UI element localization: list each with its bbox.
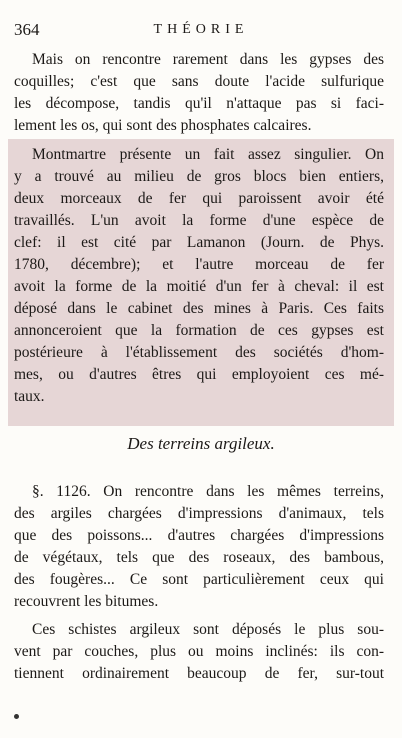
text-line: 1780, décembre); et l'autre morceau de fer [14,256,384,273]
text-line: Mais on rencontre rarement dans les gypses des [32,51,384,68]
text-line: déposé dans le cabinet des mines à Paris. Ces faits [14,300,384,317]
text-line: y a trouvé au milieu de gros blocs bien entiers, [14,168,384,185]
text-line: travaillés. L'un avoit la forme d'une espèce de [14,212,384,229]
text-line: lement les os, qui sont des phosphates calcaires. [14,117,312,134]
page-number: 364 [14,20,40,39]
text-line: des argiles chargées d'impressions d'animaux, tels [14,505,384,522]
text-line: que des poissons... d'autres chargées d'impressions [14,527,384,544]
section-title: Des terreins argileux. [127,434,275,453]
text-line: postérieure à l'établissement des sociétés d'hom- [14,344,384,361]
text-line: §. 1126. On rencontre dans les mêmes terreins, [32,483,384,500]
text-line: les décompose, tandis qu'il n'attaque pas si faci- [14,95,384,112]
text-line: Montmartre présente un fait assez singulier. On [32,146,384,163]
text-line: mes, ou d'autres êtres qui employoient ces mé- [14,366,384,383]
text-line: Ces schistes argileux sont déposés le plus sou- [32,621,384,638]
text-line: coquilles; c'est que sans doute l'acide sulfurique [14,73,384,90]
text-line: deux morceaux de fer qui paroissent avoir été [14,190,384,207]
text-line: des fougères... Ce sont particulièrement ceux qui [14,571,384,588]
text-line: avoit la forme de la moitié d'un fer à cheval: il est [14,278,384,295]
ink-spot [14,714,19,719]
running-title: THÉORIE [153,22,249,37]
text-line: annonceroient que la formation de ces gypses est [14,322,384,339]
text-line: de végétaux, tels que des roseaux, des bambous, [14,549,384,566]
text-line: tiennent ordinairement beaucoup de fer, sur-tout [14,665,384,682]
text-line: vent par couches, plus ou moins inclinés: ils con- [14,643,384,660]
text-line: taux. [14,388,45,405]
page-header [14,20,388,40]
text-line: clef: il est cité par Lamanon (Journ. de Phys. [14,234,384,251]
text-line: recouvrent les bitumes. [14,593,159,610]
